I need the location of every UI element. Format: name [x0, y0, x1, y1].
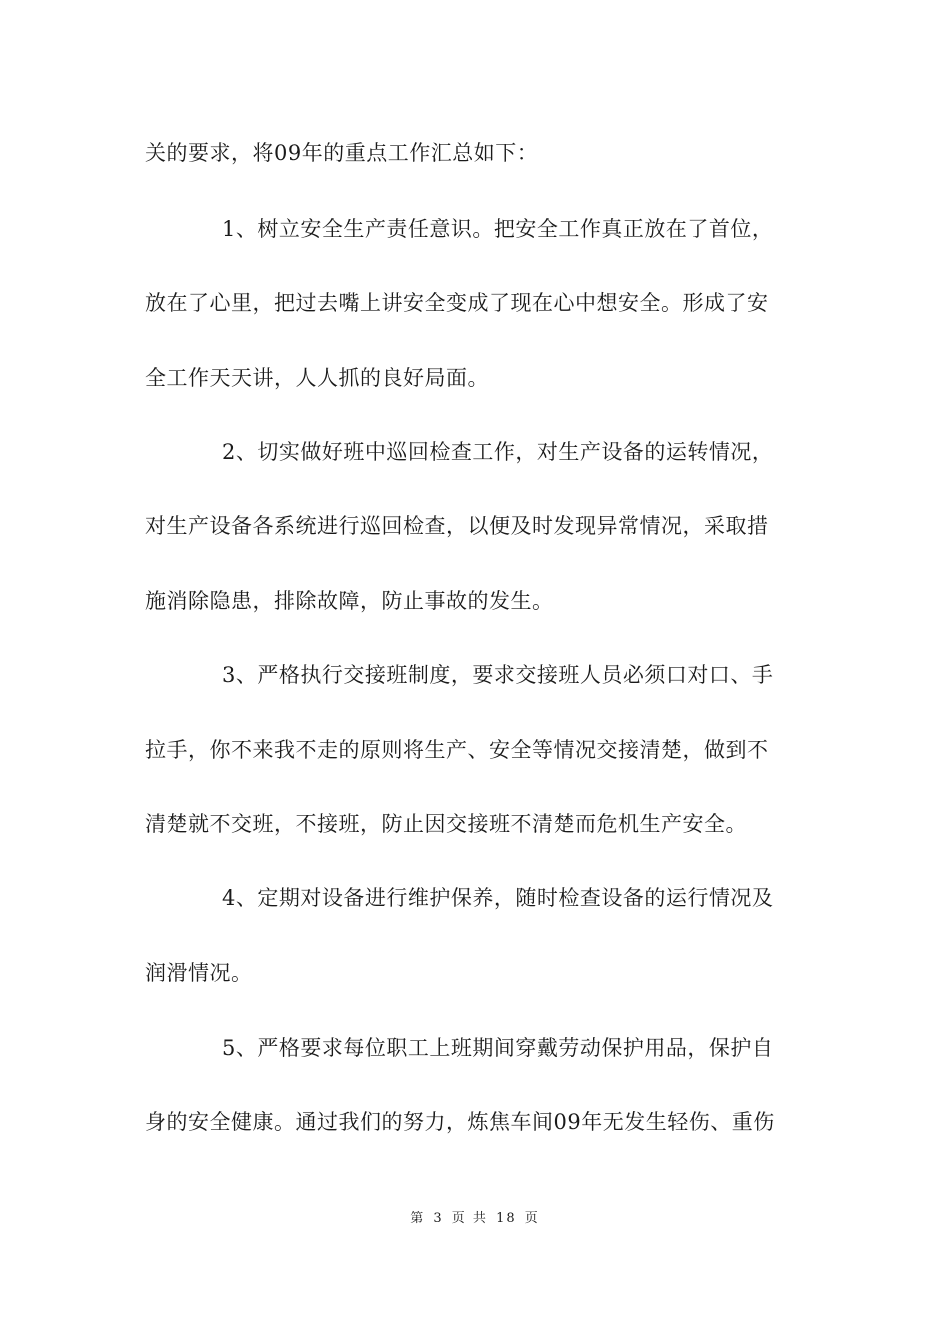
page-footer [0, 1210, 950, 1228]
footer-middle: 页 共 [451, 1211, 488, 1226]
text-line: 拉手，你不来我不走的原则将生产、安全等情况交接清楚，做到不 [145, 738, 769, 762]
footer-total-pages: 18 [496, 1211, 517, 1226]
text-line: 全工作天天讲，人人抓的良好局面。 [145, 366, 489, 390]
footer-page-number: 3 [433, 1211, 444, 1226]
text-line: 施消除隐患，排除故障，防止事故的发生。 [145, 589, 554, 613]
text-line: 对生产设备各系统进行巡回检查，以便及时发现异常情况，采取措 [145, 514, 769, 538]
text-line: 身的安全健康。通过我们的努力，炼焦车间09年无发生轻伤、重伤 [145, 1110, 775, 1134]
paragraph-1-line: 1、树立安全生产责任意识。把安全工作真正放在了首位， [222, 217, 774, 241]
footer-prefix: 第 [410, 1211, 426, 1226]
footer-suffix: 页 [524, 1211, 540, 1226]
paragraph-3-line: 3、严格执行交接班制度，要求交接班人员必须口对口、手 [222, 663, 774, 687]
paragraph-5-line: 5、严格要求每位职工上班期间穿戴劳动保护用品，保护自 [222, 1036, 774, 1060]
paragraph-4-line: 4、定期对设备进行维护保养，随时检查设备的运行情况及 [222, 886, 774, 910]
paragraph-2-line: 2、切实做好班中巡回检查工作，对生产设备的运转情况， [222, 440, 774, 464]
text-line: 关的要求，将09年的重点工作汇总如下： [145, 141, 539, 165]
text-line: 润滑情况。 [145, 961, 253, 985]
text-line: 放在了心里，把过去嘴上讲安全变成了现在心中想安全。形成了安 [145, 291, 769, 315]
text-line: 清楚就不交班，不接班，防止因交接班不清楚而危机生产安全。 [145, 812, 747, 836]
